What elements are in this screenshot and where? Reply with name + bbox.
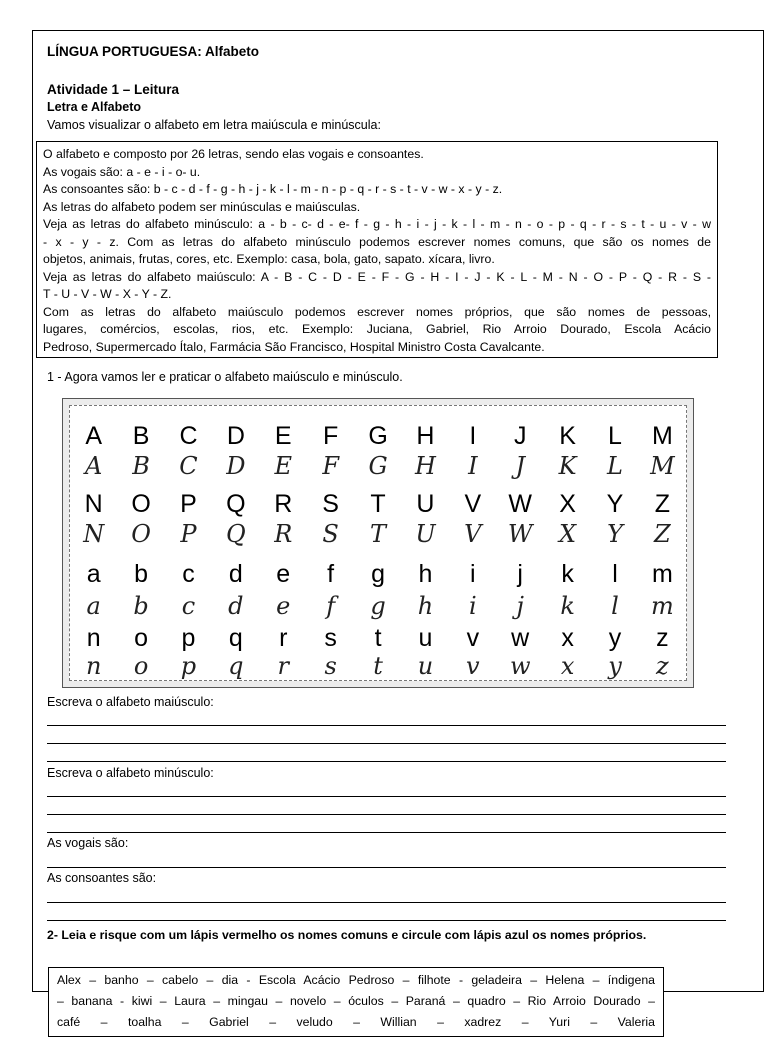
info-line: Com as letras do alfabeto maiúsculo podemos escrever nomes próprios, que são nomes de pessoas, xyxy=(43,304,711,319)
letter: N xyxy=(84,490,103,518)
letter: X xyxy=(559,490,576,518)
word-line: café – toalha – Gabriel – veludo – Willian – xadrez – Yuri – Valeria xyxy=(57,1015,655,1029)
writing-line[interactable] xyxy=(47,832,726,833)
writing-line[interactable] xyxy=(47,743,726,744)
cursive-letter: X xyxy=(559,520,577,548)
letter: o xyxy=(134,624,149,652)
letter: v xyxy=(466,624,480,652)
prompt-consonants: As consoantes são: xyxy=(47,871,157,885)
writing-line[interactable] xyxy=(47,814,726,815)
uppercase-cursive-row-1 xyxy=(70,452,686,480)
letter: n xyxy=(86,624,101,652)
letter: B xyxy=(132,422,150,450)
letter: Y xyxy=(606,490,624,518)
info-line: Veja as letras do alfabeto maiúsculo: A - B - C - D - E - F - G - H - I - J - K - L - M - N - O - P - Q - R - S - xyxy=(43,269,711,284)
cursive-letter: K xyxy=(558,452,577,480)
cursive-letter: J xyxy=(515,452,526,480)
cursive-letter: G xyxy=(368,452,388,480)
word-line: Alex – banho – cabelo – dia - Escola Acácio Pedroso – filhote - geladeira – Helena – índigena xyxy=(57,973,655,987)
letter: p xyxy=(181,624,196,652)
writing-line[interactable] xyxy=(47,867,726,868)
cursive-letter: z xyxy=(656,652,669,680)
question-2: 2- Leia e risque com um lápis vermelho os nomes comuns e circule com lápis azul os nomes próprios. xyxy=(47,928,647,942)
lowercase-cursive-row-1 xyxy=(70,592,686,620)
cursive-letter: M xyxy=(650,452,675,480)
letter: k xyxy=(561,560,574,588)
question-1: 1 - Agora vamos ler e praticar o alfabeto maiúsculo e minúsculo. xyxy=(47,370,403,384)
letter: t xyxy=(374,624,382,652)
cursive-letter: E xyxy=(274,452,293,480)
cursive-letter: u xyxy=(417,652,434,680)
cursive-letter: h xyxy=(417,592,434,620)
letter: E xyxy=(274,422,292,450)
letter: h xyxy=(418,560,433,588)
cursive-letter: W xyxy=(507,520,533,548)
info-line: O alfabeto e composto por 26 letras, sendo elas vogais e consoantes. xyxy=(43,147,424,161)
letter: G xyxy=(368,422,388,450)
intro-text: Vamos visualizar o alfabeto em letra maiúscula e minúscula: xyxy=(47,118,381,132)
alphabet-chart xyxy=(62,398,694,688)
letter: J xyxy=(513,422,527,450)
alphabet-chart-inner xyxy=(69,405,687,681)
info-line: Pedroso, Supermercado Ítalo, Farmácia São Francisco, Hospital Ministro Costa Cavalcante. xyxy=(43,339,545,354)
letter: S xyxy=(322,490,339,518)
letter: C xyxy=(179,422,198,450)
cursive-letter: V xyxy=(464,520,482,548)
letter: c xyxy=(182,560,195,588)
letter: x xyxy=(561,624,574,652)
letter: I xyxy=(469,422,477,450)
cursive-letter: i xyxy=(468,592,477,620)
letter: U xyxy=(416,490,435,518)
cursive-letter: o xyxy=(133,652,149,680)
letter: M xyxy=(651,422,673,450)
letter: R xyxy=(274,490,293,518)
info-line: Veja as letras do alfabeto minúsculo: a - b - c- d - e- f - g - h - i - j - k - l - m - n - o - p - q - r - s - t - u - v - w xyxy=(43,217,711,231)
letter: j xyxy=(517,560,523,588)
cursive-letter: w xyxy=(509,652,531,680)
letter: i xyxy=(470,560,476,588)
cursive-letter: T xyxy=(370,520,387,548)
cursive-letter: O xyxy=(131,520,151,548)
uppercase-row-2 xyxy=(70,490,686,519)
cursive-letter: n xyxy=(85,652,102,680)
cursive-letter: D xyxy=(226,452,246,480)
letter: V xyxy=(464,490,482,518)
cursive-letter: B xyxy=(132,452,150,480)
letter: f xyxy=(327,560,335,588)
cursive-letter: m xyxy=(651,592,674,620)
cursive-letter: e xyxy=(276,592,291,620)
prompt-uppercase: Escreva o alfabeto maiúsculo: xyxy=(47,695,214,709)
letter: W xyxy=(508,490,533,518)
letter: O xyxy=(131,490,151,518)
letter: u xyxy=(418,624,433,652)
writing-line[interactable] xyxy=(47,920,726,921)
letter: z xyxy=(656,624,669,652)
section-subtitle: Letra e Alfabeto xyxy=(47,100,142,114)
word-list-box xyxy=(48,967,664,1037)
letter: Z xyxy=(654,490,671,518)
info-line: objetos, animais, frutas, cores, etc. Exemplo: casa, bola, gato, sapato. xícara, livro. xyxy=(43,252,495,266)
cursive-letter: R xyxy=(274,520,293,548)
cursive-letter: Y xyxy=(607,520,623,548)
letter: y xyxy=(608,624,622,652)
cursive-letter: q xyxy=(228,652,244,680)
cursive-letter: Z xyxy=(654,520,671,548)
lowercase-row-2 xyxy=(70,624,686,653)
cursive-letter: g xyxy=(370,592,386,620)
cursive-letter: I xyxy=(468,452,478,480)
writing-line[interactable] xyxy=(47,761,726,762)
prompt-vowels: As vogais são: xyxy=(47,836,129,850)
cursive-letter: L xyxy=(607,452,623,480)
cursive-letter: Q xyxy=(226,520,246,548)
cursive-letter: y xyxy=(608,652,622,680)
letter: s xyxy=(324,624,337,652)
letter: q xyxy=(228,624,243,652)
lowercase-row-1 xyxy=(70,560,686,589)
activity-heading: Atividade 1 – Leitura xyxy=(47,82,180,97)
letter: T xyxy=(370,490,386,518)
cursive-letter: c xyxy=(181,592,196,620)
cursive-letter: U xyxy=(415,520,436,548)
uppercase-cursive-row-2 xyxy=(70,520,686,548)
cursive-letter: C xyxy=(179,452,198,480)
cursive-letter: F xyxy=(322,452,339,480)
uppercase-row-1 xyxy=(70,422,686,451)
letter: F xyxy=(323,422,339,450)
cursive-letter: j xyxy=(516,592,524,620)
cursive-letter: H xyxy=(414,452,436,480)
cursive-letter: f xyxy=(326,592,336,620)
info-line: As letras do alfabeto podem ser minúsculas e maiúsculas. xyxy=(43,199,361,214)
cursive-letter: b xyxy=(133,592,149,620)
letter: K xyxy=(559,422,576,450)
cursive-letter: a xyxy=(86,592,101,620)
letter: H xyxy=(416,422,435,450)
letter: l xyxy=(612,560,618,588)
letter: e xyxy=(276,560,291,588)
letter: P xyxy=(180,490,197,518)
cursive-letter: A xyxy=(85,452,103,480)
info-line: As vogais são: a - e - i - o- u. xyxy=(43,164,201,179)
cursive-letter: P xyxy=(180,520,197,548)
info-line: lugares, comércios, escolas, rios, etc. Exemplo: Juciana, Gabriel, Rio Arroio Dourado, Escola Acácio xyxy=(43,322,711,336)
info-line: T - U - V - W - X - Y - Z. xyxy=(43,287,172,301)
letter: m xyxy=(651,560,673,588)
cursive-letter: s xyxy=(324,652,337,680)
prompt-lowercase: Escreva o alfabeto minúsculo: xyxy=(47,766,214,780)
info-line: As consoantes são: b - c - d - f - g - h - j - k - l - m - n - p - q - r - s - t - v - w - x - y - z. xyxy=(43,182,503,196)
cursive-letter: l xyxy=(611,592,619,620)
writing-line[interactable] xyxy=(47,796,726,797)
letter: D xyxy=(226,422,245,450)
letter: b xyxy=(134,560,149,588)
cursive-letter: d xyxy=(228,592,244,620)
cursive-letter: x xyxy=(560,652,575,680)
letter: r xyxy=(279,624,288,652)
letter: Q xyxy=(226,490,246,518)
letter: A xyxy=(85,422,103,450)
alphabet-info-box xyxy=(36,141,718,358)
cursive-letter: t xyxy=(373,652,383,680)
letter: g xyxy=(371,560,385,588)
letter: d xyxy=(228,560,243,588)
cursive-letter: v xyxy=(466,652,480,680)
cursive-letter: N xyxy=(83,520,105,548)
word-line: – banana - kiwi – Laura – mingau – novelo – óculos – Paraná – quadro – Rio Arroio Dourado – xyxy=(57,994,655,1008)
letter: a xyxy=(86,560,101,588)
letter: L xyxy=(608,422,622,450)
cursive-letter: S xyxy=(322,520,339,548)
cursive-letter: p xyxy=(180,652,197,680)
page-title: LÍNGUA PORTUGUESA: Alfabeto xyxy=(47,44,259,59)
letter: w xyxy=(511,624,530,652)
writing-line[interactable] xyxy=(47,725,726,726)
cursive-letter: r xyxy=(277,652,289,680)
writing-line[interactable] xyxy=(47,902,726,903)
cursive-letter: k xyxy=(560,592,575,620)
lowercase-cursive-row-2 xyxy=(70,652,686,680)
info-line: - x - y - z. Com as letras do alfabeto minúsculo podemos escrever nomes comuns, que são os nomes de xyxy=(43,234,711,249)
